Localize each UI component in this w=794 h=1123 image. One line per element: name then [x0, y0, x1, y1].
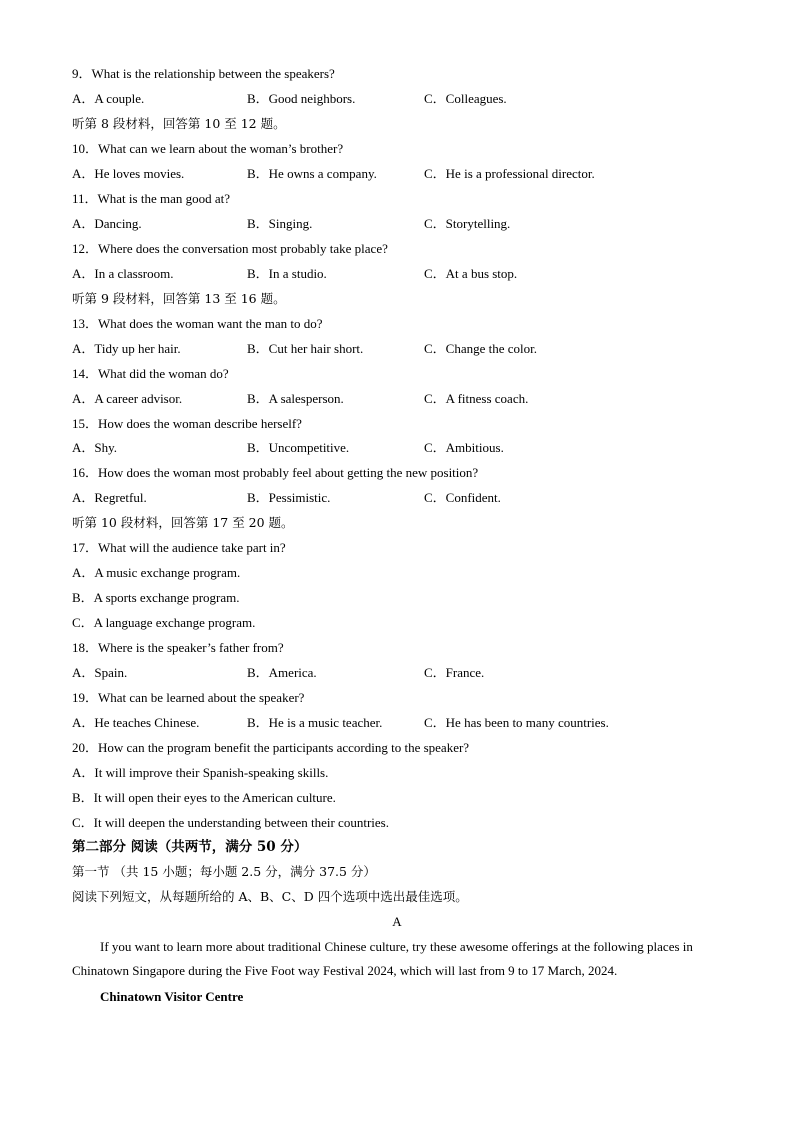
question-11-stem: 11．What is the man good at?	[72, 191, 231, 206]
question-12-option-a: A．In a classroom.	[72, 266, 174, 281]
question-19-option-c: C．He has been to many countries.	[424, 715, 609, 730]
segment-9-instruction: 听第 9 段材料，回答第 13 至 16 题。	[72, 291, 286, 306]
question-19-option-a: A．He teaches Chinese.	[72, 715, 200, 730]
question-12-option-c: C．At a bus stop.	[424, 266, 518, 281]
question-19-stem: 19．What can be learned about the speaker?	[72, 690, 305, 705]
part-2-title: 第二部分 阅读（共两节，满分 50 分）	[72, 839, 308, 855]
question-12-stem: 12．Where does the conversation most probably take place?	[72, 241, 388, 256]
question-10-option-a: A．He loves movies.	[72, 166, 185, 181]
question-18-option-b: B．America.	[247, 665, 317, 680]
question-10-option-c: C．He is a professional director.	[424, 166, 595, 181]
question-17-option-c: C．A language exchange program.	[72, 615, 256, 630]
question-14-option-c: C．A fitness coach.	[424, 391, 529, 406]
question-12-option-b: B．In a studio.	[247, 266, 327, 281]
question-18-option-c: C．France.	[424, 665, 485, 680]
question-17-option-b: B．A sports exchange program.	[72, 590, 240, 605]
question-14-stem: 14．What did the woman do?	[72, 366, 229, 381]
question-20-option-b: B．It will open their eyes to the American culture.	[72, 790, 336, 805]
question-14-option-a: A．A career advisor.	[72, 391, 183, 406]
passage-label: A	[392, 914, 402, 929]
question-11-option-c: C．Storytelling.	[424, 216, 511, 231]
question-15-option-b: B．Uncompetitive.	[247, 440, 350, 455]
question-15-option-a: A．Shy.	[72, 440, 118, 455]
question-10-option-b: B．He owns a company.	[247, 166, 377, 181]
section-1-heading: 第一节 （共 15 小题；每小题 2.5 分，满分 37.5 分）	[72, 864, 376, 879]
question-9-stem: 9．What is the relationship between the speakers?	[72, 66, 335, 81]
question-20-stem: 20．How can the program benefit the participants according to the speaker?	[72, 740, 470, 755]
reading-directions: 阅读下列短文，从每题所给的 A、B、C、D 四个选项中选出最佳选项。	[72, 889, 468, 904]
question-10-stem: 10．What can we learn about the woman’s brother?	[72, 141, 344, 156]
question-9-option-b: B．Good neighbors.	[247, 91, 356, 106]
passage-subheading: Chinatown Visitor Centre	[100, 989, 244, 1004]
question-17-option-a: A．A music exchange program.	[72, 565, 241, 580]
question-16-option-b: B．Pessimistic.	[247, 490, 331, 505]
question-16-option-a: A．Regretful.	[72, 490, 147, 505]
question-13-option-a: A．Tidy up her hair.	[72, 341, 181, 356]
question-13-option-c: C．Change the color.	[424, 341, 538, 356]
question-15-option-c: C．Ambitious.	[424, 440, 504, 455]
passage-paragraph: If you want to learn more about traditional Chinese culture, try these awesome offerings at the following places in Chinatown Singapore during the Five Foot way Festival 2024, which will last from 9 to 17 March, 2024.	[72, 939, 693, 978]
question-15-stem: 15．How does the woman describe herself?	[72, 416, 302, 431]
question-13-option-b: B．Cut her hair short.	[247, 341, 364, 356]
question-19-option-b: B．He is a music teacher.	[247, 715, 383, 730]
question-18-stem: 18．Where is the speaker’s father from?	[72, 640, 284, 655]
question-14-option-b: B．A salesperson.	[247, 391, 344, 406]
question-11-option-b: B．Singing.	[247, 216, 313, 231]
question-20-option-c: C．It will deepen the understanding between their countries.	[72, 815, 389, 830]
question-13-stem: 13．What does the woman want the man to do?	[72, 316, 323, 331]
question-20-option-a: A．It will improve their Spanish-speaking skills.	[72, 765, 329, 780]
question-17-stem: 17．What will the audience take part in?	[72, 540, 286, 555]
question-18-option-a: A．Spain.	[72, 665, 128, 680]
question-11-option-a: A．Dancing.	[72, 216, 142, 231]
segment-8-instruction: 听第 8 段材料，回答第 10 至 12 题。	[72, 116, 286, 131]
segment-10-instruction: 听第 10 段材料，回答第 17 至 20 题。	[72, 515, 294, 530]
question-9-option-a: A．A couple.	[72, 91, 145, 106]
question-16-option-c: C．Confident.	[424, 490, 501, 505]
question-9-option-c: C．Colleagues.	[424, 91, 507, 106]
question-16-stem: 16．How does the woman most probably feel about getting the new position?	[72, 465, 479, 480]
